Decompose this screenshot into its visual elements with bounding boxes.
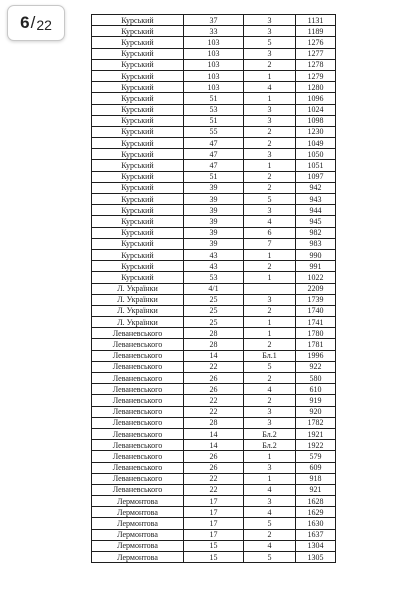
table-row [92, 26, 336, 37]
house-cell: 55 [184, 126, 244, 137]
number-cell: 942 [296, 182, 336, 193]
street-cell: Курський [92, 115, 184, 126]
number-cell: 920 [296, 406, 336, 417]
street-cell: Курський [92, 126, 184, 137]
street-cell: Курський [92, 227, 184, 238]
address-table-body [92, 15, 336, 563]
house-cell: 14 [184, 428, 244, 439]
number-cell: 918 [296, 473, 336, 484]
number-cell: 1741 [296, 317, 336, 328]
number-cell: 919 [296, 395, 336, 406]
table-row [92, 552, 336, 563]
house-cell: 22 [184, 406, 244, 417]
number-cell: 1098 [296, 115, 336, 126]
number-cell: 1131 [296, 15, 336, 26]
apartment-cell: 2 [244, 138, 296, 149]
apartment-cell [244, 283, 296, 294]
number-cell: 1921 [296, 428, 336, 439]
apartment-cell: 2 [244, 305, 296, 316]
table-row [92, 272, 336, 283]
number-cell: 610 [296, 384, 336, 395]
street-cell: Лермонтова [92, 529, 184, 540]
table-row [92, 171, 336, 182]
number-cell: 1096 [296, 93, 336, 104]
table-row [92, 149, 336, 160]
table-row [92, 37, 336, 48]
apartment-cell: 2 [244, 261, 296, 272]
street-cell: Курський [92, 70, 184, 81]
table-row [92, 126, 336, 137]
table-row [92, 238, 336, 249]
apartment-cell: 5 [244, 361, 296, 372]
apartment-cell: 1 [244, 249, 296, 260]
table-row [92, 70, 336, 81]
street-cell: Леваневського [92, 350, 184, 361]
number-cell: 1050 [296, 149, 336, 160]
street-cell: Л. Українки [92, 283, 184, 294]
number-cell: 944 [296, 205, 336, 216]
street-cell: Леваневського [92, 484, 184, 495]
number-cell: 1780 [296, 328, 336, 339]
number-cell: 1740 [296, 305, 336, 316]
table-row [92, 227, 336, 238]
house-cell: 103 [184, 70, 244, 81]
apartment-cell: 4 [244, 82, 296, 93]
apartment-cell: 2 [244, 171, 296, 182]
table-row [92, 417, 336, 428]
house-cell: 25 [184, 294, 244, 305]
table-row [92, 294, 336, 305]
number-cell: 1782 [296, 417, 336, 428]
apartment-cell: 3 [244, 462, 296, 473]
house-cell: 22 [184, 473, 244, 484]
apartment-cell: 2 [244, 529, 296, 540]
house-cell: 17 [184, 518, 244, 529]
table-row [92, 249, 336, 260]
table-row [92, 395, 336, 406]
apartment-cell: Бл.2 [244, 440, 296, 451]
street-cell: Курський [92, 238, 184, 249]
table-row [92, 384, 336, 395]
apartment-cell: 1 [244, 272, 296, 283]
street-cell: Лермонтова [92, 540, 184, 551]
table-row [92, 361, 336, 372]
table-row [92, 462, 336, 473]
table-row [92, 205, 336, 216]
apartment-cell: 3 [244, 48, 296, 59]
house-cell: 39 [184, 216, 244, 227]
apartment-cell: 3 [244, 496, 296, 507]
house-cell: 22 [184, 484, 244, 495]
house-cell: 103 [184, 82, 244, 93]
street-cell: Леваневського [92, 361, 184, 372]
number-cell: 580 [296, 373, 336, 384]
apartment-cell: 5 [244, 552, 296, 563]
house-cell: 26 [184, 373, 244, 384]
house-cell: 43 [184, 249, 244, 260]
number-cell: 1304 [296, 540, 336, 551]
house-cell: 15 [184, 552, 244, 563]
apartment-cell: 1 [244, 317, 296, 328]
apartment-cell: 5 [244, 194, 296, 205]
table-row [92, 216, 336, 227]
table-row [92, 339, 336, 350]
number-cell: 983 [296, 238, 336, 249]
apartment-cell: 1 [244, 451, 296, 462]
number-cell: 1049 [296, 138, 336, 149]
apartment-cell: 3 [244, 294, 296, 305]
apartment-cell: 3 [244, 205, 296, 216]
apartment-cell: 4 [244, 507, 296, 518]
apartment-cell: 3 [244, 26, 296, 37]
street-cell: Л. Українки [92, 294, 184, 305]
street-cell: Леваневського [92, 473, 184, 484]
table-row [92, 406, 336, 417]
street-cell: Леваневського [92, 373, 184, 384]
apartment-cell: 4 [244, 540, 296, 551]
house-cell: 22 [184, 395, 244, 406]
table-row [92, 540, 336, 551]
table-row [92, 182, 336, 193]
number-cell: 1189 [296, 26, 336, 37]
street-cell: Леваневського [92, 328, 184, 339]
number-cell: 1630 [296, 518, 336, 529]
table-row [92, 283, 336, 294]
table-row [92, 194, 336, 205]
house-cell: 39 [184, 227, 244, 238]
table-row [92, 451, 336, 462]
apartment-cell: 3 [244, 15, 296, 26]
house-cell: 26 [184, 451, 244, 462]
table-row [92, 82, 336, 93]
street-cell: Курський [92, 15, 184, 26]
street-cell: Курський [92, 149, 184, 160]
street-cell: Курський [92, 93, 184, 104]
number-cell: 1280 [296, 82, 336, 93]
house-cell: 22 [184, 361, 244, 372]
street-cell: Курський [92, 249, 184, 260]
street-cell: Леваневського [92, 406, 184, 417]
table-row [92, 484, 336, 495]
house-cell: 39 [184, 194, 244, 205]
table-row [92, 496, 336, 507]
number-cell: 922 [296, 361, 336, 372]
house-cell: 51 [184, 171, 244, 182]
page-separator: / [30, 13, 36, 32]
house-cell: 25 [184, 317, 244, 328]
street-cell: Лермонтова [92, 552, 184, 563]
number-cell: 609 [296, 462, 336, 473]
house-cell: 39 [184, 205, 244, 216]
house-cell: 33 [184, 26, 244, 37]
table-row [92, 529, 336, 540]
street-cell: Л. Українки [92, 317, 184, 328]
number-cell: 1230 [296, 126, 336, 137]
house-cell: 26 [184, 384, 244, 395]
street-cell: Курський [92, 138, 184, 149]
apartment-cell: 2 [244, 395, 296, 406]
apartment-cell: 2 [244, 339, 296, 350]
number-cell: 1051 [296, 160, 336, 171]
table-row [92, 317, 336, 328]
number-cell: 1279 [296, 70, 336, 81]
number-cell: 2209 [296, 283, 336, 294]
house-cell: 28 [184, 339, 244, 350]
house-cell: 28 [184, 328, 244, 339]
number-cell: 1628 [296, 496, 336, 507]
number-cell: 1629 [296, 507, 336, 518]
apartment-cell: 3 [244, 149, 296, 160]
house-cell: 37 [184, 15, 244, 26]
page-current: 6 [20, 13, 30, 32]
apartment-cell: 3 [244, 406, 296, 417]
street-cell: Леваневського [92, 417, 184, 428]
number-cell: 1022 [296, 272, 336, 283]
street-cell: Лермонтова [92, 518, 184, 529]
street-cell: Леваневського [92, 451, 184, 462]
street-cell: Леваневського [92, 428, 184, 439]
apartment-cell: 2 [244, 373, 296, 384]
number-cell: 945 [296, 216, 336, 227]
number-cell: 921 [296, 484, 336, 495]
street-cell: Курський [92, 182, 184, 193]
house-cell: 47 [184, 160, 244, 171]
house-cell: 28 [184, 417, 244, 428]
house-cell: 39 [184, 182, 244, 193]
house-cell: 39 [184, 238, 244, 249]
street-cell: Курський [92, 82, 184, 93]
apartment-cell: Бл.1 [244, 350, 296, 361]
apartment-cell: 5 [244, 518, 296, 529]
number-cell: 991 [296, 261, 336, 272]
apartment-cell: 3 [244, 104, 296, 115]
house-cell: 53 [184, 104, 244, 115]
table-row [92, 328, 336, 339]
house-cell: 14 [184, 440, 244, 451]
house-cell: 103 [184, 37, 244, 48]
apartment-cell: 6 [244, 227, 296, 238]
street-cell: Курський [92, 261, 184, 272]
apartment-cell: Бл.2 [244, 428, 296, 439]
street-cell: Курський [92, 171, 184, 182]
number-cell: 1637 [296, 529, 336, 540]
table-row [92, 305, 336, 316]
street-cell: Курський [92, 272, 184, 283]
house-cell: 26 [184, 462, 244, 473]
number-cell: 579 [296, 451, 336, 462]
house-cell: 47 [184, 149, 244, 160]
street-cell: Курський [92, 26, 184, 37]
apartment-cell: 4 [244, 384, 296, 395]
street-cell: Курський [92, 104, 184, 115]
street-cell: Лермонтова [92, 507, 184, 518]
apartment-cell: 3 [244, 417, 296, 428]
house-cell: 103 [184, 48, 244, 59]
street-cell: Курський [92, 48, 184, 59]
house-cell: 47 [184, 138, 244, 149]
table-row [92, 261, 336, 272]
table-row [92, 59, 336, 70]
street-cell: Леваневського [92, 395, 184, 406]
street-cell: Леваневського [92, 462, 184, 473]
house-cell: 17 [184, 507, 244, 518]
apartment-cell: 4 [244, 484, 296, 495]
house-cell: 17 [184, 496, 244, 507]
table-row [92, 48, 336, 59]
street-cell: Курський [92, 59, 184, 70]
number-cell: 1996 [296, 350, 336, 361]
table-row [92, 160, 336, 171]
number-cell: 990 [296, 249, 336, 260]
table-row [92, 104, 336, 115]
street-cell: Леваневського [92, 384, 184, 395]
house-cell: 51 [184, 115, 244, 126]
street-cell: Лермонтова [92, 496, 184, 507]
table-row [92, 138, 336, 149]
table-row [92, 428, 336, 439]
number-cell: 1305 [296, 552, 336, 563]
page-indicator [7, 5, 65, 41]
apartment-cell: 1 [244, 93, 296, 104]
number-cell: 1922 [296, 440, 336, 451]
street-cell: Курський [92, 37, 184, 48]
number-cell: 1278 [296, 59, 336, 70]
number-cell: 982 [296, 227, 336, 238]
number-cell: 1097 [296, 171, 336, 182]
number-cell: 1277 [296, 48, 336, 59]
house-cell: 103 [184, 59, 244, 70]
address-table [91, 14, 336, 563]
house-cell: 4/1 [184, 283, 244, 294]
table-row [92, 440, 336, 451]
street-cell: Курський [92, 216, 184, 227]
table-row [92, 93, 336, 104]
street-cell: Л. Українки [92, 305, 184, 316]
table-row [92, 518, 336, 529]
street-cell: Курський [92, 194, 184, 205]
table-row [92, 373, 336, 384]
apartment-cell: 2 [244, 182, 296, 193]
number-cell: 1739 [296, 294, 336, 305]
table-row [92, 507, 336, 518]
number-cell: 1781 [296, 339, 336, 350]
apartment-cell: 4 [244, 216, 296, 227]
house-cell: 43 [184, 261, 244, 272]
number-cell: 1276 [296, 37, 336, 48]
street-cell: Курський [92, 160, 184, 171]
apartment-cell: 3 [244, 115, 296, 126]
street-cell: Леваневського [92, 440, 184, 451]
house-cell: 53 [184, 272, 244, 283]
number-cell: 1024 [296, 104, 336, 115]
house-cell: 17 [184, 529, 244, 540]
number-cell: 943 [296, 194, 336, 205]
apartment-cell: 1 [244, 328, 296, 339]
apartment-cell: 1 [244, 473, 296, 484]
apartment-cell: 1 [244, 70, 296, 81]
page-total: 22 [36, 16, 52, 33]
apartment-cell: 7 [244, 238, 296, 249]
street-cell: Леваневського [92, 339, 184, 350]
house-cell: 51 [184, 93, 244, 104]
house-cell: 14 [184, 350, 244, 361]
apartment-cell: 1 [244, 160, 296, 171]
apartment-cell: 2 [244, 59, 296, 70]
apartment-cell: 2 [244, 126, 296, 137]
house-cell: 25 [184, 305, 244, 316]
table-row [92, 350, 336, 361]
table-row [92, 115, 336, 126]
house-cell: 15 [184, 540, 244, 551]
street-cell: Курський [92, 205, 184, 216]
table-row [92, 15, 336, 26]
apartment-cell: 5 [244, 37, 296, 48]
table-row [92, 473, 336, 484]
